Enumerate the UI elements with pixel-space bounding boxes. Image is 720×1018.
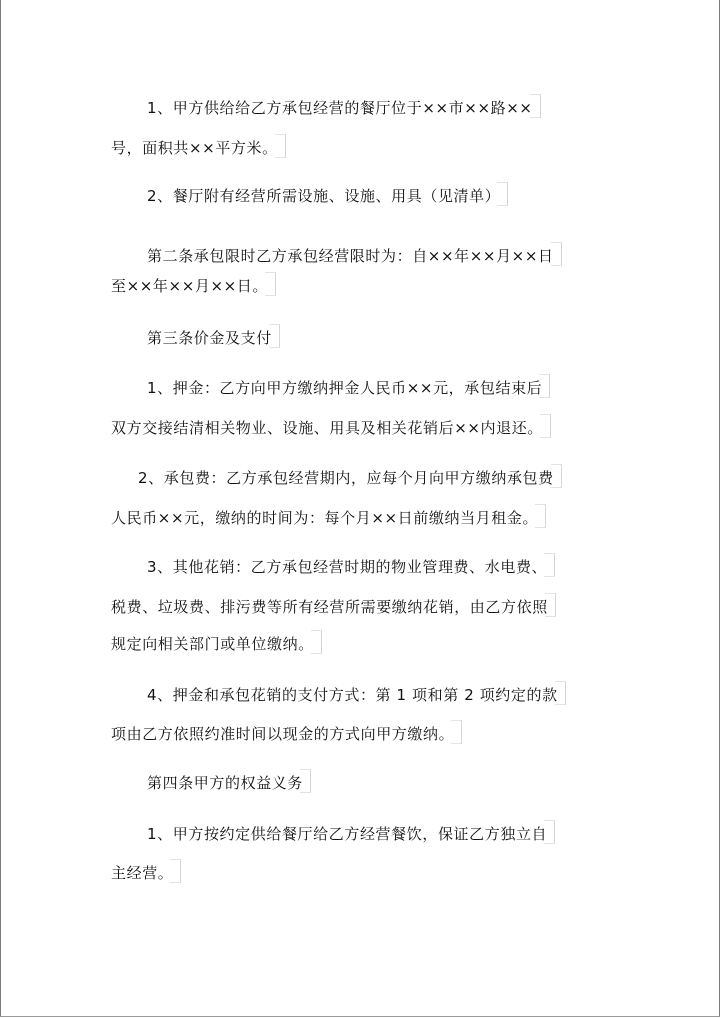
clause-1-1-line-2: 号，面积共××平方米。 xyxy=(111,136,278,160)
clause-4-1-line-1: 1、甲方按约定供给餐厅给乙方经营餐饮，保证乙方独立自 xyxy=(147,822,547,846)
article-2-line-2: 至××年××月××日。 xyxy=(111,274,268,298)
clause-3-2-line-1: 2、承包费：乙方承包经营期内，应每个月向甲方缴纳承包费 xyxy=(138,466,554,490)
clause-3-2-line-2: 人民币××元，缴纳的时间为：每个月××日前缴纳当月租金。 xyxy=(111,506,538,530)
article-4-heading: 第四条甲方的权益义务 xyxy=(147,771,303,795)
clause-1-1-line-1: 1、甲方供给给乙方承包经营的餐厅位于××市××路×× xyxy=(147,96,533,120)
clause-4-1-line-2: 主经营。 xyxy=(111,861,173,885)
clause-3-3-line-1: 3、其他花销：乙方承包经营时期的物业管理费、水电费、 xyxy=(147,555,547,579)
clause-3-4-line-1: 4、押金和承包花销的支付方式：第 1 项和第 2 项约定的款 xyxy=(147,683,558,707)
clause-1-2-line-1: 2、餐厅附有经营所需设施、设施、用具（见清单） xyxy=(147,184,500,208)
clause-3-4-line-2: 项由乙方依照约准时间以现金的方式向甲方缴纳。 xyxy=(111,722,454,746)
clause-3-1-line-2: 双方交接结清相关物业、设施、用具及相关花销后××内退还。 xyxy=(111,416,543,440)
clause-3-3-line-3: 规定向相关部门或单位缴纳。 xyxy=(111,632,314,656)
article-3-heading: 第三条价金及支付 xyxy=(147,326,272,350)
clause-3-1-line-1: 1、押金：乙方向甲方缴纳押金人民币××元，承包结束后 xyxy=(147,376,542,400)
article-2-line-1: 第二条承包限时乙方承包经营限时为：自××年××月××日 xyxy=(147,244,554,268)
clause-3-3-line-2: 税费、垃圾费、排污费等所有经营所需要缴纳花销，由乙方依照 xyxy=(111,595,548,619)
